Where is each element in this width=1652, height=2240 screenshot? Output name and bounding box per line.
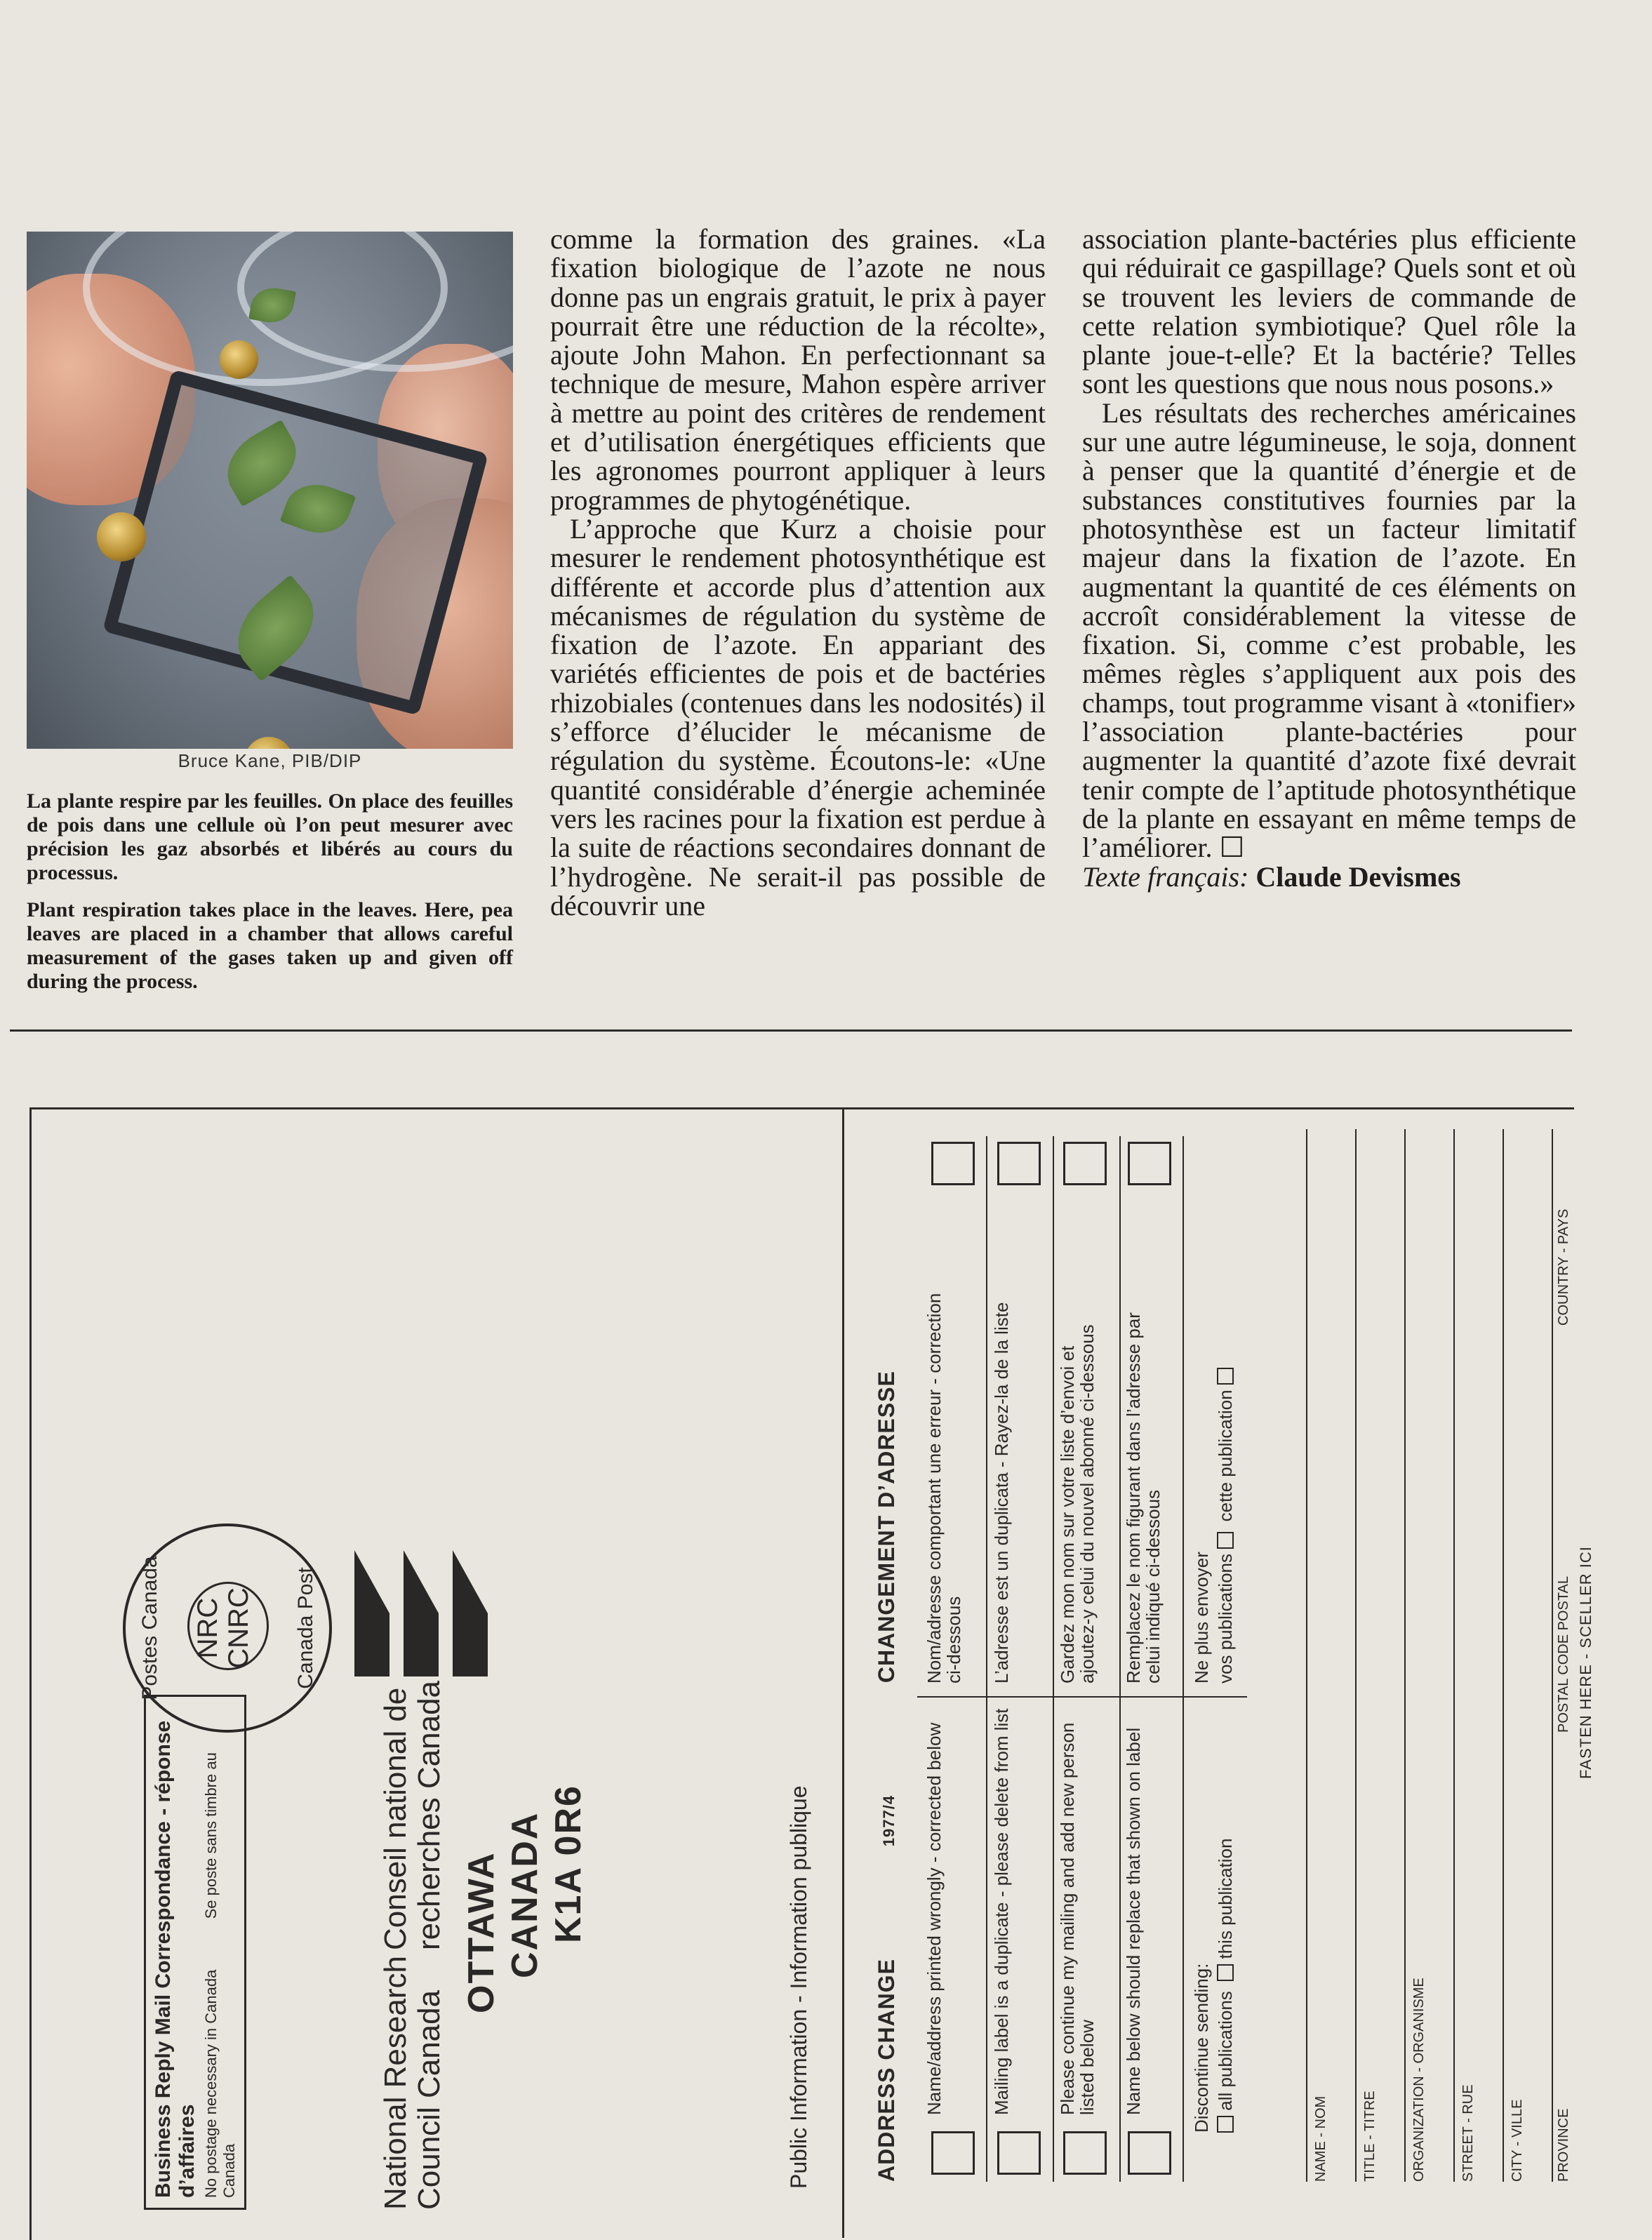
no-postage-fr: Se poste sans timbre au Canada	[202, 1752, 238, 2198]
org-name-en: National Research Council Canada	[378, 1956, 446, 2210]
section-divider	[10, 1029, 1572, 1032]
caption-english: Plant respiration takes place in the leaves. Here, pea leaves are placed in a chamber that allows careful measurement of the gases taken up and given off during the process.	[27, 898, 513, 993]
field-name-label: NAME - NOM	[1313, 2095, 1328, 2182]
checkbox-duplicate-fr[interactable]	[997, 1142, 1041, 1185]
checkbox-all-publications-fr[interactable]	[1217, 1532, 1234, 1549]
business-reply-title: Business Reply Mail Correspondance - réponse d’affaires	[152, 1720, 199, 2198]
translation-credit: Texte français: Claude Devismes	[1082, 860, 1461, 893]
address-change-title-fr: CHANGEMENT D’ADRESSE	[874, 1371, 899, 1684]
article-column-3	[1082, 225, 1576, 891]
title-line[interactable]	[1355, 1129, 1357, 2182]
photo-credit: Bruce Kane, PIB/DIP	[178, 750, 362, 771]
organization-line[interactable]	[1404, 1129, 1406, 2182]
option-duplicate-en: Mailing label is a duplicate - please delete from list	[991, 1708, 1012, 2115]
checkbox-duplicate[interactable]	[997, 2131, 1041, 2175]
name-line[interactable]	[1306, 1129, 1307, 2182]
discontinue-fr: Ne plus envoyer vos publications cette publication	[1190, 1192, 1237, 1684]
option-replace-name-fr: Remplacez le nom figurant dans l’adresse par celui indiqué ci-dessous	[1123, 1312, 1164, 1684]
checkbox-this-publication[interactable]	[1217, 1964, 1234, 1981]
caption-french: La plante respire par les feuilles. On place des feuilles de pois dans une cellule où l’on peut mesurer avec précision les gaz absorbés et libérés au cours du processus.	[27, 789, 513, 884]
reply-card	[32, 1109, 1594, 2238]
checkbox-all-publications[interactable]	[1217, 2116, 1234, 2133]
stamp-ring-bottom: Canada Post	[294, 1567, 317, 1689]
option-add-person-fr: Gardez mon nom sur votre liste d’envoi et ajoutez-y celui du nouvel abonné ci-dessous	[1057, 1324, 1098, 1684]
option-replace-name-en: Name below should replace that shown on label	[1123, 1727, 1144, 2115]
paragraph: comme la formation des graines. «La fixation biologique de l’azote ne nous donne pas un engrais gratuit, le prix à payer pourrait être une réduction de la récolte», ajoute John Mahon. En perfectionnant sa technique de mesure, Mahon espère arriver à mettre au point des critères de rendement et d’utilisation énergétiques efficients que les agronomes pourront appliquer à leurs programmes de phytogénétique.	[550, 223, 1046, 516]
org-name-fr: Conseil national de recherches Canada	[378, 1680, 446, 1950]
address-city: OTTAWA	[461, 1851, 502, 2013]
no-postage-en: No postage necessary in Canada	[202, 1969, 220, 2198]
province-line[interactable]	[1552, 1129, 1553, 2182]
address-change-header	[874, 1129, 900, 2182]
checkbox-wrong-address[interactable]	[931, 2131, 975, 2175]
chevron-arrows-icon	[354, 1550, 516, 1676]
address-country: CANADA	[505, 1811, 545, 1978]
address-postal-code: K1A 0R6	[548, 1785, 589, 1943]
business-reply-box	[144, 1695, 246, 2210]
department-line: Public Information - Information publique	[786, 1785, 811, 2189]
paragraph: association plante-bactéries plus efficiente qui réduirait ce gaspillage? Quels sont et où se trouvent les leviers de commande de cette relation symbiotique? Quel rôle la plante joue-t-elle? Et la bactérie? Telles sont les questions que nous nous posons.»	[1082, 223, 1576, 400]
paragraph: L’approche que Kurz a choisie pour mesurer le rendement photosynthétique est différente et accorde plus d’attention aux mécanismes de régulation du système de fixation de l’azote. En appariant des variétés efficientes de pois et de bactéries rhizobiales (contenues dans les nodosités) il s’efforce d’élucider le mécanisme de régulation du système. Écoutons-le: «Une quantité considérable d’énergie acheminée vers les racines pour la fixation est perdue à la suite de réactions secondaires donnant de l’hydrogène. Ne serait-il pas possible de découvrir une	[550, 512, 1046, 921]
field-title-label: TITLE - TITRE	[1362, 2091, 1378, 2182]
city-line[interactable]	[1503, 1129, 1504, 2182]
option-wrong-address-fr: Nom/adresse comportant une erreur - correction ci-dessous	[924, 1293, 964, 1684]
checkbox-add-person[interactable]	[1063, 2131, 1107, 2175]
field-country-label: COUNTRY - PAYS	[1556, 1208, 1571, 1326]
field-city-label: CITY - VILLE	[1510, 2099, 1525, 2182]
article-column-2	[550, 225, 1046, 920]
checkbox-replace-name[interactable]	[1128, 2131, 1171, 2175]
discontinue-en: Discontinue sending: all publications this publication	[1191, 1838, 1236, 2133]
checkbox-wrong-address-fr[interactable]	[931, 1142, 975, 1185]
address-change-title-en: ADDRESS CHANGE	[874, 1958, 899, 2182]
stamp-ring-top: Postes Canada	[138, 1556, 161, 1700]
option-duplicate-fr: L’adresse est un duplicata - Rayez-la de la liste	[991, 1302, 1012, 1684]
field-province-label: PROVINCE	[1556, 2108, 1571, 2182]
checkbox-replace-name-fr[interactable]	[1128, 1142, 1171, 1185]
checkbox-this-publication-fr[interactable]	[1217, 1368, 1234, 1385]
fasten-here: FASTEN HERE - SCELLER ICI	[1577, 1546, 1594, 1779]
postage-stamp-circle	[123, 1524, 332, 1733]
checkbox-add-person-fr[interactable]	[1063, 1142, 1107, 1185]
form-code: 1977/4	[880, 1794, 898, 1847]
paragraph: Les résultats des recherches américaines sur une autre légumineuse, le soja, donnent à penser que la quantité d’énergie et de substances constitutives fournies par la photosynthèse est un facteur limitatif majeur dans la fixation de l’azote. En augmentant la quantité de ces éléments on accroît considérablement la vitesse de fixation. Si, comme c’est probable, les mêmes règles s’appliquent aux pois des champs, tout programme visant à «tonifier» l’association plante-bactéries pour augmenter la quantité d’azote fixé devrait tenir compte de l’aptitude photosynthétique de la plante en essayant en même temps de l’améliorer. ☐	[1082, 396, 1576, 864]
option-add-person-en: Please continue my mailing and add new person listed below	[1057, 1722, 1098, 2115]
stamp-cnrc: CNRC	[223, 1587, 254, 1669]
street-line[interactable]	[1453, 1129, 1455, 2182]
pea-leaf-chamber-photo	[27, 232, 513, 749]
field-postal-label: POSTAL CODE POSTAL	[1556, 1575, 1571, 1733]
field-organization-label: ORGANIZATION - ORGANISME	[1411, 1978, 1427, 2182]
stamp-nrc: NRC	[192, 1597, 223, 1659]
end-mark: ☐	[1219, 832, 1245, 864]
mailing-address	[460, 1785, 590, 2013]
field-street-label: STREET - RUE	[1460, 2084, 1476, 2182]
option-wrong-address-en: Name/address printed wrongly - corrected below	[924, 1722, 945, 2115]
